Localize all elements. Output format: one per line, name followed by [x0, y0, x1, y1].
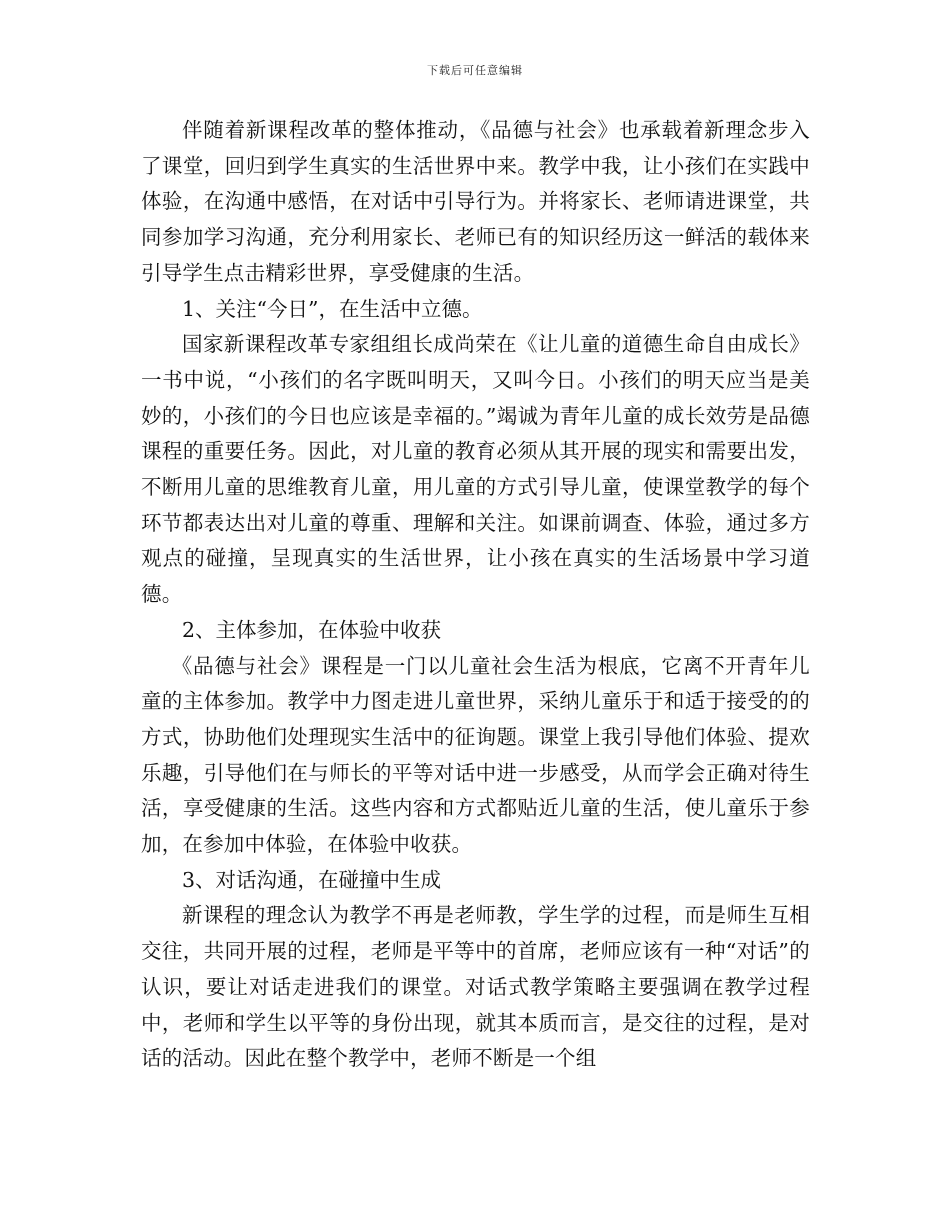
section-heading-2: 2、主体参加，在体验中收获	[182, 617, 442, 642]
section-paragraph-3: 新课程的理念认为教学不再是老师教，学生学的过程，而是师生互相交往，共同开展的过程，老师是平等中的首席，老师应该有一种“对话”的认识，要让对话走进我们的课堂。对话式教学策略主要强调在教学过程中，老师和学生以平等的身份出现，就其本质而言，是交往的过程，是对话的活动。因此在整个教学中，老师不断是一个组	[141, 903, 810, 1071]
section-paragraph-1: 国家新课程改革专家组组长成尚荣在《让儿童的道德生命自由成长》一书中说，“小孩们的名字既叫明天，又叫今日。小孩们的明天应当是美妙的，小孩们的今日也应该是幸福的。”竭诚为青年儿童的成长效劳是品德课程的重要任务。因此，对儿童的教育必须从其开展的现实和需要出发，不断用儿童的思维教育儿童，用儿童的方式引导儿童，使课堂教学的每个环节都表达出对儿童的尊重、理解和关注。如课前调查、体验，通过多方观点的碰撞，呈现真实的生活世界，让小孩在真实的生活场景中学习道德。	[141, 332, 810, 607]
section-heading-1: 1、关注“今日”，在生活中立德。	[182, 296, 483, 321]
page-header: 下载后可任意编辑	[427, 64, 523, 77]
section-paragraph-2: 《品德与社会》课程是一门以儿童社会生活为根底，它离不开青年儿童的主体参加。教学中力图走进儿童世界，采纳儿童乐于和适于接受的的方式，协助他们处理现实生活中的征询题。课堂上我引导他们体验、提欢乐趣，引导他们在与师长的平等对话中进一步感受，从而学会正确对待生活，享受健康的生活。这些内容和方式都贴近儿童的生活，使儿童乐于参加，在参加中体验，在体验中收获。	[141, 653, 810, 857]
section-heading-3: 3、对话沟通，在碰撞中生成	[182, 867, 442, 892]
intro-paragraph: 伴随着新课程改革的整体推动，《品德与社会》也承载着新理念步入了课堂，回归到学生真实的生活世界中来。教学中我，让小孩们在实践中体验，在沟通中感悟，在对话中引导行为。并将家长、老师请进课堂，共同参加学习沟通，充分利用家长、老师已有的知识经历这一鲜活的载体来引导学生点击精彩世界，享受健康的生活。	[141, 118, 810, 285]
document-body	[141, 113, 810, 1077]
